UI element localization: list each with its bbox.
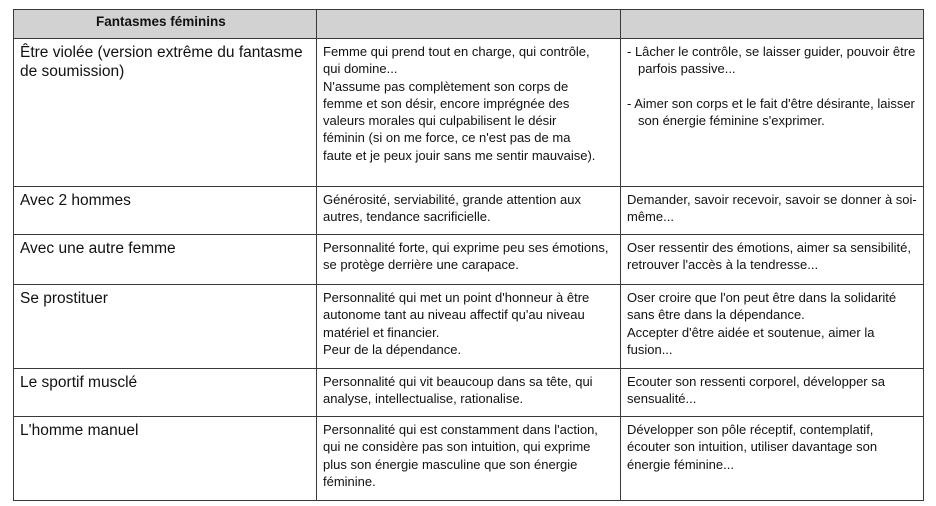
piste-cell [621,285,924,369]
piste-item: - Aimer son corps et le fait d'être désirante, laisser son énergie féminine s'exprimer. [627,95,915,128]
piste-cell: Demander, savoir recevoir, savoir se donner à soi-même... [621,187,924,235]
description-line: Personnalité qui met un point d'honneur à être autonome tant au niveau affectif qu'au niveau matériel et financier. [323,290,590,340]
description-cell: Personnalité qui est constamment dans l'action, qui ne considère pas son intuition, qui exprime plus son énergie masculine que son énergie féminine. [317,417,621,501]
description-line: Femme qui prend tout en charge, qui contrôle, [323,44,590,59]
description-line: faute et je peux jouir sans me sentir mauvaise). [323,147,596,163]
fantasme-cell: Le sportif musclé [14,369,317,417]
table-row [14,235,924,285]
fantasme-cell: Être violée (version extrême du fantasme de soumission) [14,39,317,187]
header-col-2 [317,10,621,39]
header-fantasmes [14,10,317,39]
description-cell [317,39,621,187]
fantasmes-table [13,9,924,501]
piste-item: - Lâcher le contrôle, se laisser guider, pouvoir être parfois passive... [627,44,916,77]
fantasme-cell: L'homme manuel [14,417,317,501]
description-line: féminin (si on me force, ce n'est pas de ma [323,130,571,146]
description-cell: Générosité, serviabilité, grande attention aux autres, tendance sacrificielle. [317,187,621,235]
table-row [14,417,924,501]
piste-line: Oser croire que l'on peut être dans la solidarité sans être dans la dépendance. [627,290,897,323]
description-line: qui domine... [323,61,398,77]
table-row [14,187,924,235]
description-line: N'assume pas complètement son corps de [323,78,569,94]
description-line: valeurs morales qui culpabilisent le désir [323,113,557,129]
piste-cell: Développer son pôle réceptif, contemplatif, écouter son intuition, utiliser davantage son énergie féminine... [621,417,924,501]
header-row [14,10,924,39]
description-line: Peur de la dépendance. [323,341,462,357]
header-fantasmes-label: Fantasmes féminins [96,14,226,29]
table-row [14,369,924,417]
description-cell: Personnalité forte, qui exprime peu ses émotions, se protège derrière une carapace. [317,235,621,285]
table-row [14,39,924,187]
header-col-3 [621,10,924,39]
description-cell [317,285,621,369]
piste-line: Accepter d'être aidée et soutenue, aimer la fusion... [627,324,875,357]
piste-cell: Ecouter son ressenti corporel, développer sa sensualité... [621,369,924,417]
piste-cell [621,39,924,187]
piste-cell: Oser ressentir des émotions, aimer sa sensibilité, retrouver l'accès à la tendresse... [621,235,924,285]
fantasme-cell: Se prostituer [14,285,317,369]
description-cell: Personnalité qui vit beaucoup dans sa tête, qui analyse, intellectualise, rationalise. [317,369,621,417]
fantasme-cell: Avec une autre femme [14,235,317,285]
fantasme-cell: Avec 2 hommes [14,187,317,235]
table-row [14,285,924,369]
description-line: femme et son désir, encore imprégnée des [323,95,570,111]
